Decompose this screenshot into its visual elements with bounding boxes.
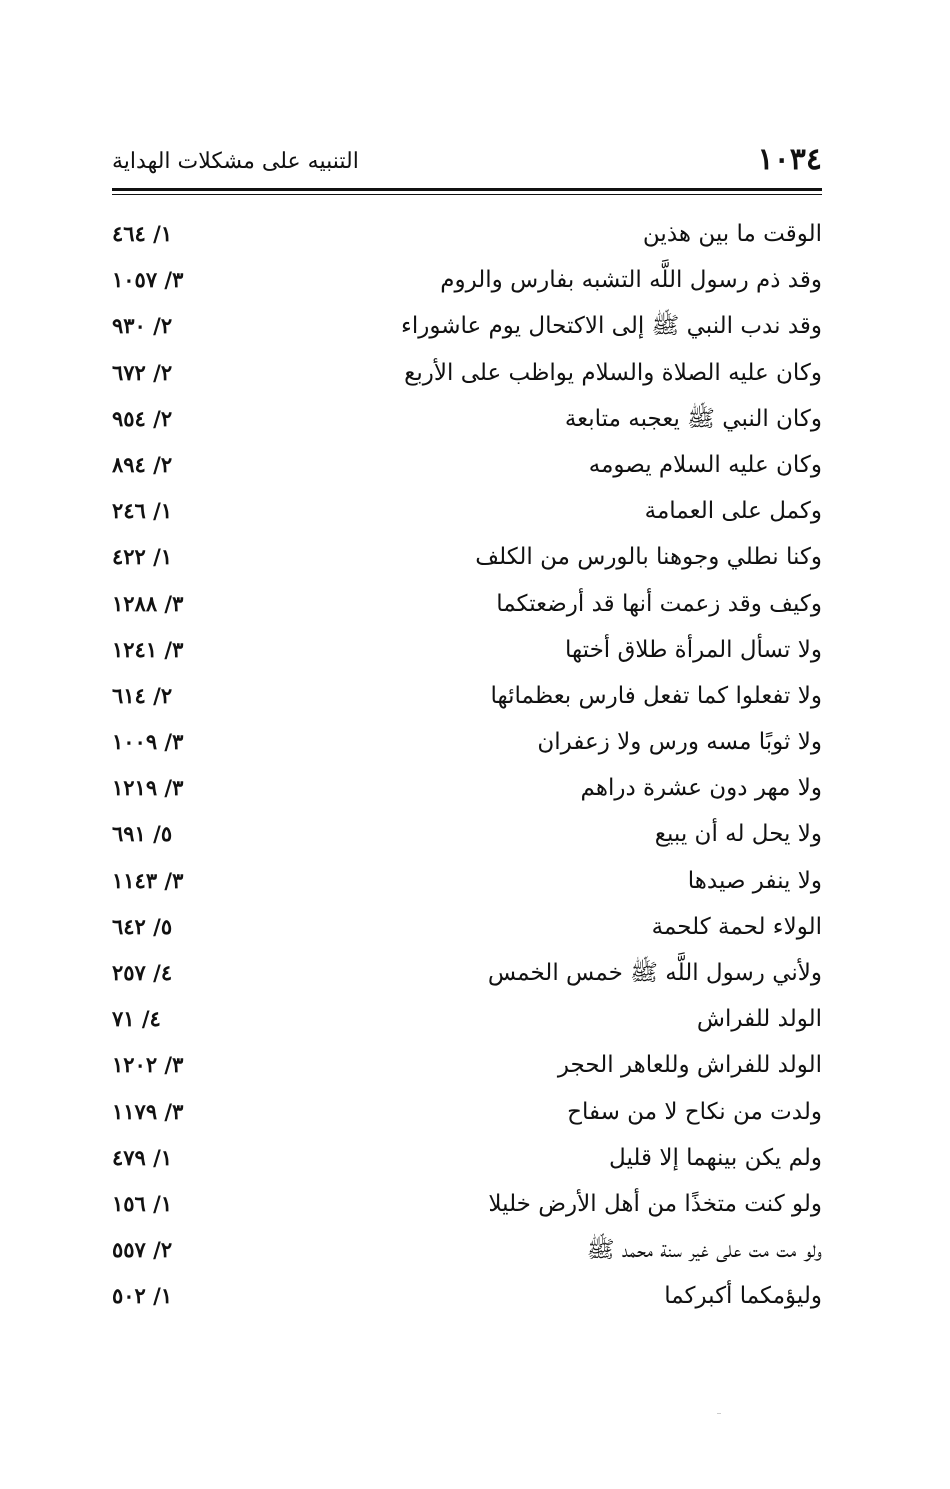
hadith-text: الولد للفراش [696,1006,822,1033]
hadith-text: ولا تفعلوا كما تفعل فارس بعظمائها [490,682,822,709]
hadith-text: وكان عليه الصلاة والسلام يواظب على الأربع [404,359,822,386]
volume-page-ref: ٣/ ١٢٠٢ [112,1052,184,1078]
hadith-text: ولأني رسول اللَّه ﷺ خمس الخمس [487,960,822,986]
volume-page-ref: ٣/ ١١٤٣ [112,867,184,893]
volume-page-ref: ١/ ٢٤٦ [112,498,173,524]
header-rule-thick [112,188,822,191]
volume-page-ref: ٥/ ٦٤٢ [112,913,173,939]
volume-page-ref: ٣/ ١٢٤١ [112,636,184,662]
volume-page-ref: ٣/ ١٠٥٧ [112,267,184,293]
hadith-text: ولا تسأل المرأة طلاق أختها [565,636,822,663]
index-row [112,211,822,257]
volume-page-ref: ٢/ ٩٥٤ [112,405,173,431]
hadith-text: الوقت ما بين هذين [642,221,822,247]
volume-page-ref: ٥/ ٦٩١ [112,821,173,847]
volume-page-ref: ١/ ٤٧٩ [112,1144,173,1170]
index-row [112,765,822,811]
volume-page-ref: ١/ ٤٦٤ [112,221,173,246]
hadith-text: وكيف وقد زعمت أنها قد أرضعتكما [496,590,822,617]
volume-page-ref: ٢/ ٦٧٢ [112,359,173,385]
volume-page-ref: ٣/ ١٠٠٩ [112,729,184,755]
volume-page-ref: ٢/ ٥٥٧ [112,1237,173,1263]
index-row [112,581,822,627]
index-row [112,858,822,904]
hadith-text: وكان النبي ﷺ يعجبه متابعة [564,405,822,432]
index-row [112,996,822,1042]
index-row [112,396,822,442]
index-row [112,303,822,349]
hadith-text: ولو كنت متخذًا من أهل الأرض خليلا [488,1190,822,1217]
volume-page-ref: ٤/ ٧١ [112,1006,161,1032]
hadith-text: وقد ندب النبي ﷺ إلى الاكتحال يوم عاشوراء [401,313,822,340]
hadith-text: وقد ذم رسول اللَّه التشبه بفارس والروم [440,267,822,294]
page-header [112,140,822,180]
index-row [112,627,822,673]
hadith-index-list [112,211,822,1320]
hadith-text: ولا يحل له أن يبيع [654,821,822,848]
index-row [112,1181,822,1227]
volume-page-ref: ٣/ ١١٧٩ [112,1098,184,1124]
hadith-text: ولا ثوبًا مسه ورس ولا زعفران [537,729,822,756]
index-row [112,488,822,534]
index-row [112,257,822,303]
volume-page-ref: ١/ ٤٢٢ [112,544,173,570]
index-row [112,1227,822,1273]
volume-page-ref: ٣/ ١٢١٩ [112,775,184,801]
index-row [112,950,822,996]
hadith-text: وكان عليه السلام يصومه [588,451,822,478]
hadith-text: ولدت من نكاح لا من سفاح [567,1098,822,1125]
header-rule-thin [112,194,822,195]
index-row [112,534,822,580]
index-row [112,904,822,950]
hadith-text: ولا مهر دون عشرة دراهم [580,775,822,802]
hadith-text: الولد للفراش وللعاهر الحجر [557,1052,822,1079]
hadith-text: وليؤمكما أكبركما [664,1283,822,1310]
index-row [112,811,822,857]
volume-page-ref: ٤/ ٢٥٧ [112,960,173,985]
index-row [112,673,822,719]
index-row [112,442,822,488]
volume-page-ref: ٢/ ٨٩٤ [112,451,173,477]
hadith-text: وكمل على العمامة [644,498,822,525]
hadith-text: ولا ينفر صيدها [687,867,822,894]
index-row [112,1089,822,1135]
index-row [112,719,822,765]
index-row [112,1042,822,1088]
volume-page-ref: ١/ ١٥٦ [112,1190,173,1216]
page-number: ١٠٣٤ [757,142,822,177]
index-row [112,350,822,396]
hadith-text: الولاء لحمة كلحمة [651,913,822,940]
hadith-text: وكنا نطلي وجوهنا بالورس من الكلف [475,544,822,571]
index-row [112,1135,822,1181]
volume-page-ref: ١/ ٥٠٢ [112,1283,173,1309]
scan-speck [717,1413,721,1414]
volume-page-ref: ٢/ ٩٣٠ [112,313,173,339]
volume-page-ref: ٢/ ٦١٤ [112,682,173,708]
running-title: التنبيه على مشكلات الهداية [112,149,359,174]
volume-page-ref: ٣/ ١٢٨٨ [112,590,184,616]
index-row [112,1273,822,1319]
hadith-text: ولو مت مت على غير سنة محمد ﷺ [586,1237,822,1264]
hadith-text: ولم يكن بينهما إلا قليل [609,1144,822,1171]
